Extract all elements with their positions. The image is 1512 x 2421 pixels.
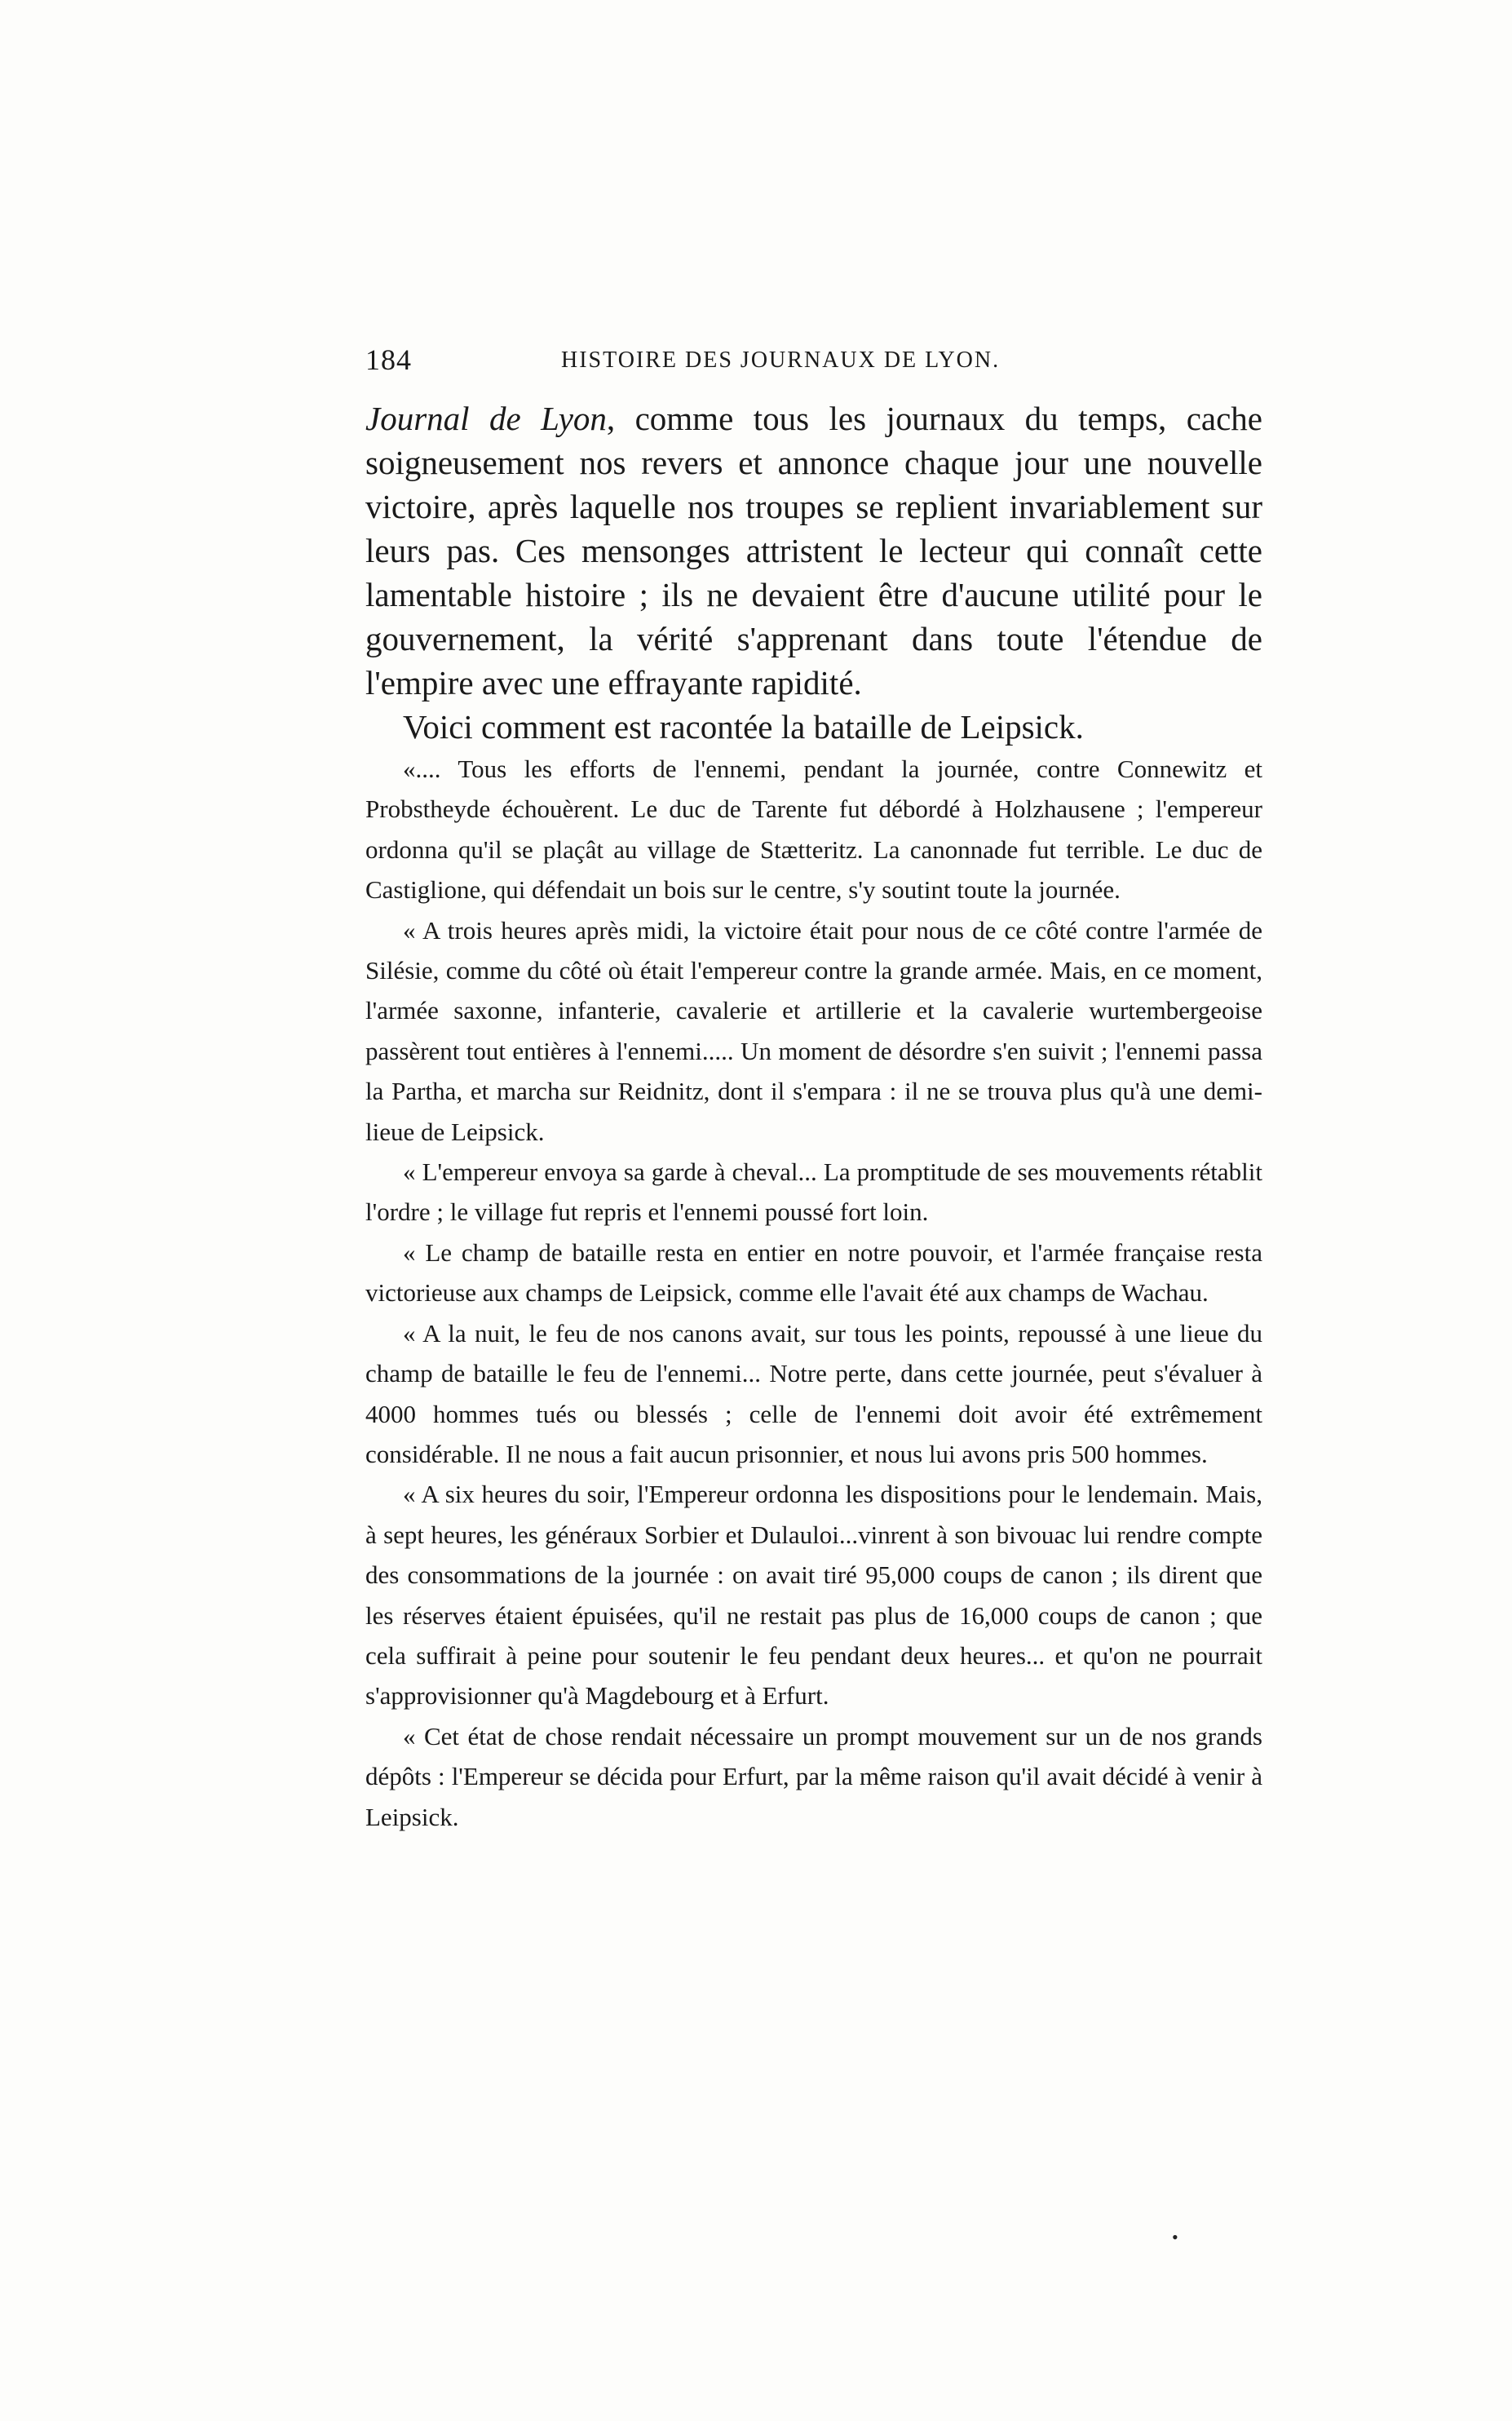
- quote-paragraph: «.... Tous les efforts de l'ennemi, pendant la journée, contre Connewitz et Probstheyde échouèrent. Le duc de Tarente fut débordé à Holzhausene ; l'empereur ordonna qu'il se plaçât au village de Stætteritz. La canonnade fut terrible. Le duc de Castiglione, qui défendait un bois sur le centre, s'y soutint toute la journée.: [365, 755, 1262, 905]
- body-paragraph: Voici comment est racontée la bataille de Leipsick.: [403, 708, 1084, 746]
- quote-paragraph: « A la nuit, le feu de nos canons avait, sur tous les points, repoussé à une lieue du champ de bataille le feu de l'ennemi... Notre perte, dans cette journée, peut s'évaluer à 4000 hommes tués ou blessés ; celle de l'ennemi doit avoir été extrêmement considérable. Il ne nous a fait aucun prisonnier, et nous lui avons pris 500 hommes.: [365, 1318, 1262, 1468]
- quote-paragraph: « A trois heures après midi, la victoire était pour nous de ce côté contre l'armée de Silésie, comme du côté où était l'empereur contre la grande armée. Mais, en ce moment, l'armée saxonne, infanterie, cavalerie et artillerie et la cavalerie wurtembergeoise passèrent tout entières à l'ennemi..... Un moment de désordre s'en suivit ; l'ennemi passa la Partha, et marcha sur Reidnitz, dont il s'empara : il ne se trouva plus qu'à une demi-lieue de Leipsick.: [365, 915, 1262, 1146]
- body-text: [365, 396, 1262, 749]
- page-number: 184: [365, 343, 412, 376]
- quote-paragraph: « L'empereur envoya sa garde à cheval... La promptitude de ses mouvements rétablit l'ordre ; le village fut repris et l'ennemi poussé fort loin.: [365, 1157, 1262, 1227]
- quote-paragraph: « Le champ de bataille resta en entier en notre pouvoir, et l'armée française resta victorieuse aux champs de Leipsick, comme elle l'avait été aux champs de Wachau.: [365, 1237, 1262, 1308]
- quote-paragraph: « Cet état de chose rendait nécessaire un prompt mouvement sur un de nos grands dépôts : l'Empereur se décida pour Erfurt, par la même raison qu'il avait décidé à venir à Leipsick.: [365, 1721, 1262, 1831]
- page-header: [365, 343, 1262, 383]
- body-paragraph-text: , comme tous les journaux du temps, cache soigneusement nos revers et annonce chaque jour une nouvelle victoire, après laquelle nos troupes se replient invariablement sur leurs pas. Ces mensonges attristent le lecteur qui connaît cette lamentable histoire ; ils ne devaient être d'aucune utilité pour le gouvernement, la vérité s'apprenant dans toute l'étendue de l'empire avec une effrayante rapidité.: [365, 400, 1262, 702]
- quoted-bulletin: [365, 749, 1262, 1837]
- running-title: HISTOIRE DES JOURNAUX DE LYON.: [561, 347, 1001, 373]
- body-paragraph: [365, 396, 1262, 705]
- quote-paragraph: « A six heures du soir, l'Empereur ordonna les dispositions pour le lendemain. Mais, à sept heures, les généraux Sorbier et Dulauloi...vinrent à son bivouac lui rendre compte des consommations de la journée : on avait tiré 95,000 coups de canon ; ils dirent que les réserves étaient épuisées, qu'il ne restait pas plus de 16,000 coups de canon ; que cela suffirait à peine pour soutenir le feu pendant deux heures... et qu'on ne pourrait s'approvisionner qu'à Magdebourg et à Erfurt.: [365, 1480, 1262, 1711]
- stray-ink-mark: •: [1172, 2227, 1178, 2247]
- journal-title: Journal de Lyon: [365, 400, 607, 437]
